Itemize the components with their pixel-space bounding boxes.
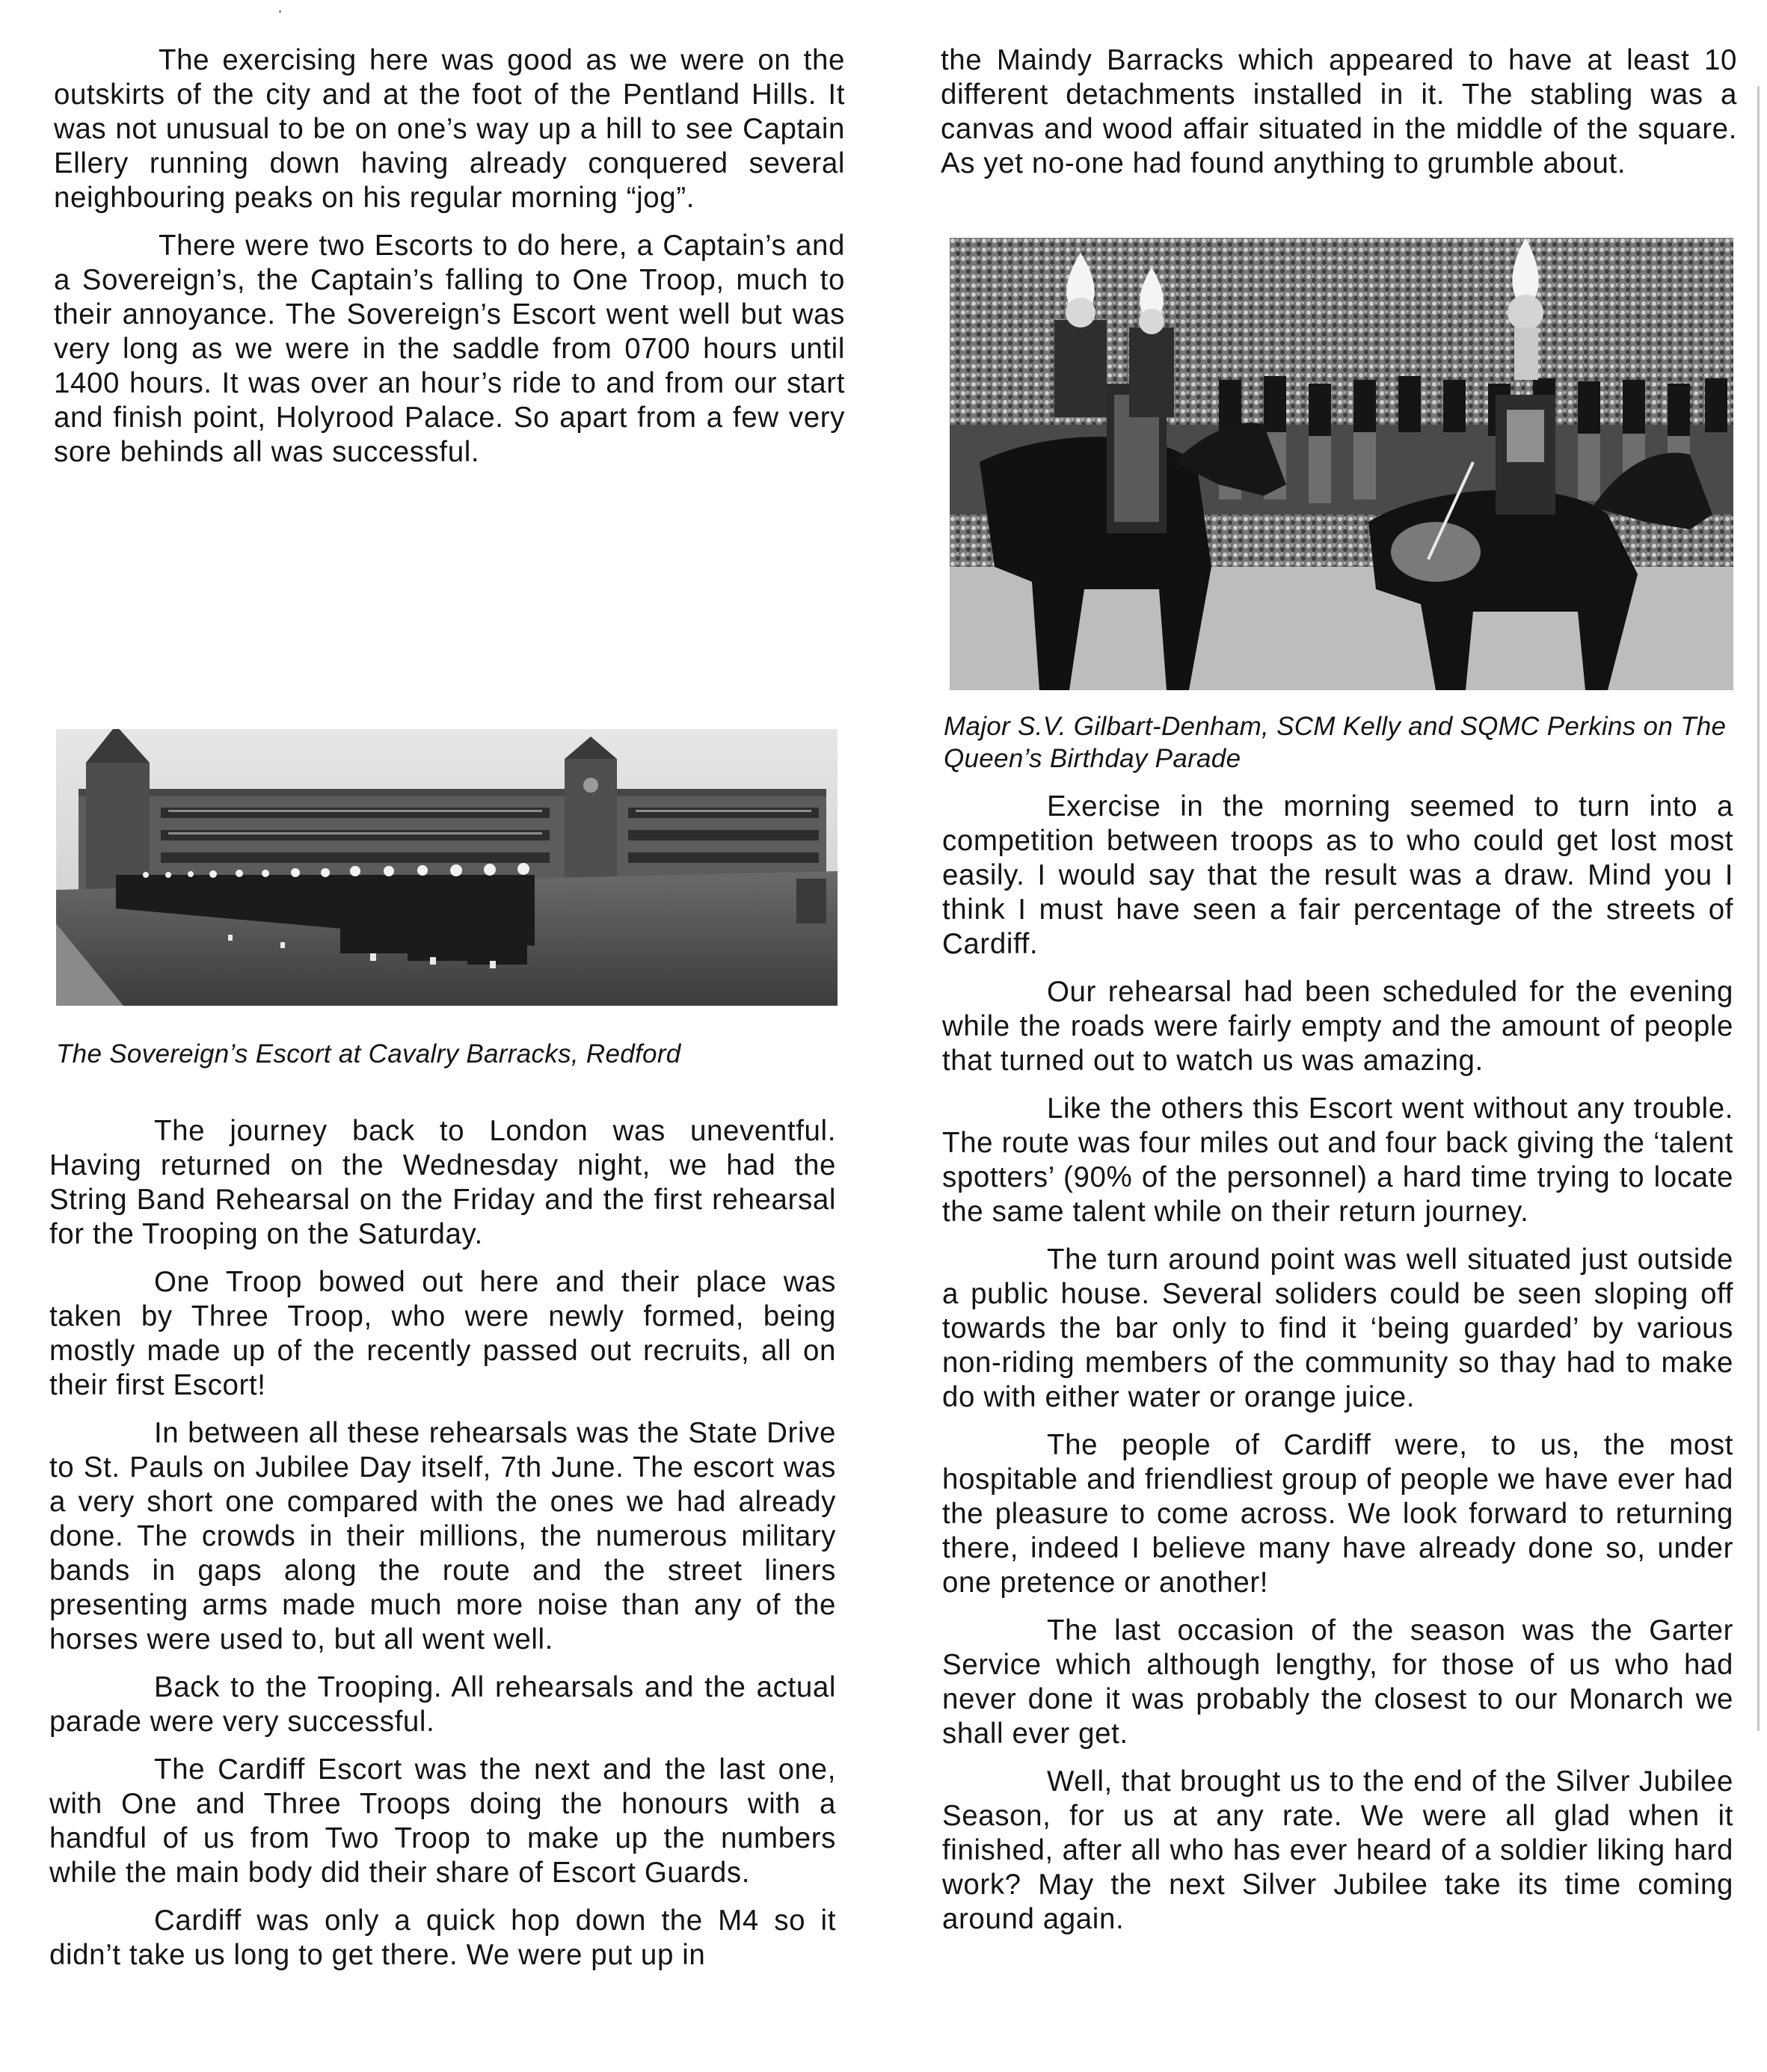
right-column-bottom <box>942 790 1733 1950</box>
page-edge-shadow <box>1757 86 1760 1731</box>
paragraph-state-drive: In between all these rehearsals was the State Drive to St. Pauls on Jubilee Day itself, 7th June. The escort was a very short one compared with the ones we had already done. The crowds in their millions, the numerous military bands in gaps along the route and the street liners presenting arms made much more noise than any of the horses were used to, but all went well. <box>49 1417 836 1656</box>
caption-queens-birthday-parade: Major S.V. Gilbart-Denham, SCM Kelly and SQMC Perkins on The Queen’s Birthday Parade <box>944 712 1727 773</box>
paragraph-maindy-barracks: the Maindy Barracks which appeared to have at least 10 different detachments installed in it. The stabling was a canvas and wood affair situated in the middle of the square. As yet no-one had found anything to grumble about. <box>941 44 1737 179</box>
caption-sovereigns-escort: The Sovereign’s Escort at Cavalry Barracks, Redford <box>56 1039 681 1069</box>
photo-queens-birthday-parade <box>950 238 1733 690</box>
paragraph-cardiff-hop: Cardiff was only a quick hop down the M4 so it didn’t take us long to get there. We were put up in <box>49 1905 836 1971</box>
photo-sovereigns-escort-redford <box>56 729 838 1006</box>
right-photo-caption-block <box>944 710 1736 775</box>
paragraph-journey-back: The journey back to London was uneventful. Having returned on the Wednesday night, we had the String Band Rehearsal on the Friday and the first rehearsal for the Trooping on the Saturday. <box>49 1115 836 1250</box>
paragraph-cardiff-escort: The Cardiff Escort was the next and the last one, with One and Three Troops doing the honours with a handful of us from Two Troop to make up the numbers while the main body did their share of Escort Guards. <box>49 1753 836 1889</box>
print-speck <box>279 10 281 13</box>
paragraph-exercise-morning: Exercise in the morning seemed to turn into a competition between troops as to who could get lost most easily. I would say that the result was a draw. Mind you I think I must have seen a fair percentage of the streets of Cardiff. <box>942 790 1733 960</box>
paragraph-people-of-cardiff: The people of Cardiff were, to us, the most hospitable and friendliest group of people we have ever had the pleasure to come across. We look forward to returning there, indeed I believe many have already done so, under one pretence or another! <box>942 1429 1733 1599</box>
paragraph-two-escorts: There were two Escorts to do here, a Captain’s and a Sovereign’s, the Captain’s falling to One Troop, much to their annoyance. The Sovereign’s Escort went well but was very long as we were in the saddle from 0700 hours until 1400 hours. It was over an hour’s ride to and from our start and finish point, Holyrood Palace. So apart from a few very sore behinds all was successful. <box>54 230 845 468</box>
paragraph-rehearsal-scheduled: Our rehearsal had been scheduled for the evening while the roads were fairly empty and the amount of people that turned out to watch us was amazing. <box>942 976 1733 1077</box>
paragraph-exercising: The exercising here was good as we were on the outskirts of the city and at the foot of the Pentland Hills. It was not unusual to be on one’s way up a hill to see Captain Ellery running down having already conquered several neighbouring peaks on his regular morning “jog”. <box>54 44 845 214</box>
left-column-top <box>54 43 845 483</box>
right-column-top <box>941 43 1737 194</box>
left-photo-caption-block <box>56 1038 838 1070</box>
paragraph-back-to-trooping: Back to the Trooping. All rehearsals and the actual parade were very successful. <box>49 1671 836 1738</box>
paragraph-garter-service: The last occasion of the season was the Garter Service which although lengthy, for those of us who had never done it was probably the closest to our Monarch we shall ever get. <box>942 1614 1733 1750</box>
paragraph-one-troop-bowed: One Troop bowed out here and their place was taken by Three Troop, who were newly formed, being mostly made up of the recently passed out recruits, all on their first Escort! <box>49 1266 836 1401</box>
paragraph-end-of-season: Well, that brought us to the end of the Silver Jubilee Season, for us at any rate. We were all glad when it finished, after all who has ever heard of a soldier liking hard work? May the next Silver Jubilee take its time coming around again. <box>942 1765 1733 1935</box>
paragraph-like-the-others: Like the others this Escort went without any trouble. The route was four miles out and four back giving the ‘talent spotters’ (90% of the personnel) a hard time trying to locate the same talent while on their return journey. <box>942 1092 1733 1228</box>
left-column-bottom <box>49 1114 836 1986</box>
paragraph-turn-around-point: The turn around point was well situated just outside a public house. Several soliders could be seen sloping off towards the bar only to find it ‘being guarded’ by various non-riding members of the community so thay had to make do with either water or orange juice. <box>942 1243 1733 1413</box>
